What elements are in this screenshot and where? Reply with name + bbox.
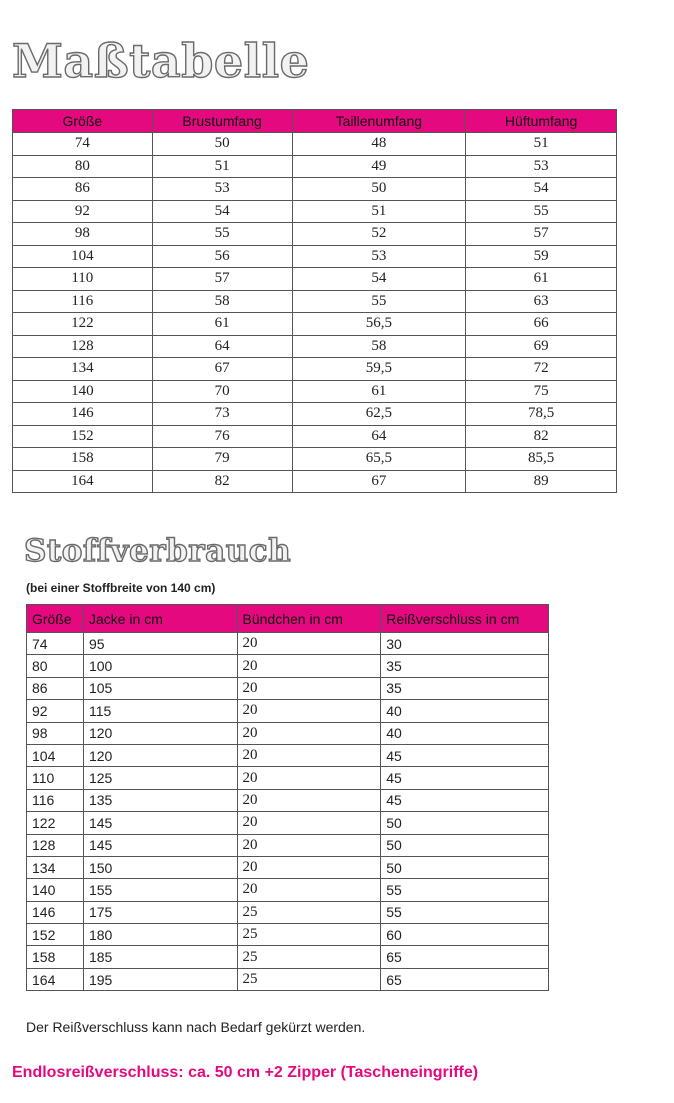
table-row bbox=[27, 633, 549, 655]
table-cell: 75 bbox=[466, 380, 617, 403]
column-header: Brustumfang bbox=[152, 110, 292, 133]
table-cell: 70 bbox=[152, 380, 292, 403]
table-row bbox=[27, 767, 549, 789]
table-cell: 67 bbox=[292, 470, 466, 493]
table-row bbox=[13, 133, 617, 156]
table-cell: 48 bbox=[292, 133, 466, 156]
table-row bbox=[27, 789, 549, 811]
table-cell: 140 bbox=[13, 380, 153, 403]
column-header: Größe bbox=[27, 605, 84, 633]
table-cell: 100 bbox=[83, 655, 237, 677]
table-cell: 135 bbox=[83, 789, 237, 811]
table-cell: 20 bbox=[237, 744, 381, 766]
table-cell: 145 bbox=[83, 834, 237, 856]
table-cell: 55 bbox=[381, 901, 549, 923]
table-row bbox=[27, 812, 549, 834]
table-row bbox=[27, 677, 549, 699]
table-cell: 134 bbox=[27, 856, 84, 878]
table-row bbox=[13, 448, 617, 471]
table-row bbox=[27, 722, 549, 744]
table-cell: 76 bbox=[152, 425, 292, 448]
table-row bbox=[27, 856, 549, 878]
table-cell: 55 bbox=[292, 290, 466, 313]
table-cell: 20 bbox=[237, 722, 381, 744]
table-cell: 56,5 bbox=[292, 313, 466, 336]
size-chart-title: Maßtabelle bbox=[12, 34, 310, 88]
table-cell: 140 bbox=[27, 879, 84, 901]
column-header: Größe bbox=[13, 110, 153, 133]
table-cell: 20 bbox=[237, 677, 381, 699]
table-cell: 20 bbox=[237, 834, 381, 856]
table-cell: 67 bbox=[152, 358, 292, 381]
table-row bbox=[13, 155, 617, 178]
table-cell: 110 bbox=[13, 268, 153, 291]
table-cell: 195 bbox=[83, 968, 237, 990]
table-cell: 25 bbox=[237, 946, 381, 968]
table-cell: 74 bbox=[13, 133, 153, 156]
fabric-width-note: (bei einer Stoffbreite von 140 cm) bbox=[26, 581, 216, 595]
table-cell: 158 bbox=[13, 448, 153, 471]
fabric-usage-title: Stoffverbrauch bbox=[24, 533, 292, 569]
fabric-usage-header-row bbox=[27, 605, 549, 633]
table-cell: 25 bbox=[237, 968, 381, 990]
table-cell: 66 bbox=[466, 313, 617, 336]
table-cell: 20 bbox=[237, 789, 381, 811]
table-cell: 50 bbox=[152, 133, 292, 156]
table-cell: 45 bbox=[381, 789, 549, 811]
table-cell: 86 bbox=[27, 677, 84, 699]
column-header: Bündchen in cm bbox=[237, 605, 381, 633]
table-cell: 58 bbox=[152, 290, 292, 313]
table-cell: 20 bbox=[237, 812, 381, 834]
table-row bbox=[27, 744, 549, 766]
table-cell: 51 bbox=[152, 155, 292, 178]
table-cell: 120 bbox=[83, 744, 237, 766]
table-cell: 53 bbox=[466, 155, 617, 178]
table-cell: 80 bbox=[13, 155, 153, 178]
table-cell: 60 bbox=[381, 924, 549, 946]
table-cell: 61 bbox=[292, 380, 466, 403]
table-cell: 64 bbox=[292, 425, 466, 448]
endless-zipper-note: Endlosreißverschluss: ca. 50 cm +2 Zipper (Tascheneingriffe) bbox=[12, 1064, 479, 1081]
table-cell: 80 bbox=[27, 655, 84, 677]
table-cell: 122 bbox=[13, 313, 153, 336]
table-cell: 98 bbox=[27, 722, 84, 744]
table-row bbox=[13, 470, 617, 493]
table-cell: 50 bbox=[292, 178, 466, 201]
table-cell: 20 bbox=[237, 856, 381, 878]
table-cell: 92 bbox=[13, 200, 153, 223]
table-cell: 58 bbox=[292, 335, 466, 358]
table-cell: 175 bbox=[83, 901, 237, 923]
table-row bbox=[13, 245, 617, 268]
table-row bbox=[27, 834, 549, 856]
table-cell: 20 bbox=[237, 700, 381, 722]
size-chart-body bbox=[13, 133, 617, 493]
table-cell: 116 bbox=[27, 789, 84, 811]
table-row bbox=[13, 335, 617, 358]
table-cell: 61 bbox=[152, 313, 292, 336]
table-cell: 65 bbox=[381, 946, 549, 968]
table-cell: 152 bbox=[27, 924, 84, 946]
table-cell: 104 bbox=[27, 744, 84, 766]
table-cell: 155 bbox=[83, 879, 237, 901]
table-cell: 52 bbox=[292, 223, 466, 246]
table-cell: 61 bbox=[466, 268, 617, 291]
table-cell: 104 bbox=[13, 245, 153, 268]
table-cell: 57 bbox=[466, 223, 617, 246]
table-cell: 49 bbox=[292, 155, 466, 178]
column-header: Hüftumfang bbox=[466, 110, 617, 133]
table-cell: 152 bbox=[13, 425, 153, 448]
table-row bbox=[27, 968, 549, 990]
table-row bbox=[13, 200, 617, 223]
table-cell: 45 bbox=[381, 744, 549, 766]
table-cell: 55 bbox=[152, 223, 292, 246]
table-cell: 82 bbox=[152, 470, 292, 493]
table-cell: 146 bbox=[13, 403, 153, 426]
table-cell: 180 bbox=[83, 924, 237, 946]
table-cell: 59,5 bbox=[292, 358, 466, 381]
table-cell: 110 bbox=[27, 767, 84, 789]
table-cell: 51 bbox=[292, 200, 466, 223]
table-cell: 62,5 bbox=[292, 403, 466, 426]
table-cell: 92 bbox=[27, 700, 84, 722]
table-cell: 30 bbox=[381, 633, 549, 655]
table-cell: 56 bbox=[152, 245, 292, 268]
table-cell: 158 bbox=[27, 946, 84, 968]
zipper-note: Der Reißverschluss kann nach Bedarf gekürzt werden. bbox=[26, 1019, 366, 1035]
table-cell: 54 bbox=[466, 178, 617, 201]
fabric-usage-body bbox=[27, 633, 549, 991]
table-cell: 134 bbox=[13, 358, 153, 381]
table-cell: 164 bbox=[27, 968, 84, 990]
table-cell: 115 bbox=[83, 700, 237, 722]
table-row bbox=[13, 313, 617, 336]
table-cell: 54 bbox=[292, 268, 466, 291]
table-cell: 35 bbox=[381, 655, 549, 677]
table-cell: 164 bbox=[13, 470, 153, 493]
table-cell: 98 bbox=[13, 223, 153, 246]
table-cell: 55 bbox=[466, 200, 617, 223]
table-cell: 150 bbox=[83, 856, 237, 878]
table-row bbox=[13, 358, 617, 381]
fabric-usage-table bbox=[26, 604, 549, 991]
table-cell: 20 bbox=[237, 767, 381, 789]
table-cell: 74 bbox=[27, 633, 84, 655]
table-cell: 53 bbox=[292, 245, 466, 268]
table-row bbox=[13, 380, 617, 403]
table-cell: 54 bbox=[152, 200, 292, 223]
table-cell: 120 bbox=[83, 722, 237, 744]
size-chart-header-row bbox=[13, 110, 617, 133]
table-cell: 128 bbox=[27, 834, 84, 856]
table-row bbox=[13, 268, 617, 291]
column-header: Jacke in cm bbox=[83, 605, 237, 633]
column-header: Reißverschluss in cm bbox=[381, 605, 549, 633]
table-row bbox=[27, 901, 549, 923]
table-row bbox=[13, 290, 617, 313]
table-cell: 78,5 bbox=[466, 403, 617, 426]
table-cell: 59 bbox=[466, 245, 617, 268]
table-row bbox=[27, 946, 549, 968]
table-cell: 69 bbox=[466, 335, 617, 358]
table-cell: 55 bbox=[381, 879, 549, 901]
size-chart-table bbox=[12, 109, 617, 493]
table-cell: 122 bbox=[27, 812, 84, 834]
table-row bbox=[27, 655, 549, 677]
table-cell: 85,5 bbox=[466, 448, 617, 471]
table-cell: 20 bbox=[237, 655, 381, 677]
table-cell: 63 bbox=[466, 290, 617, 313]
table-row bbox=[13, 425, 617, 448]
table-cell: 65 bbox=[381, 968, 549, 990]
table-cell: 20 bbox=[237, 879, 381, 901]
table-cell: 57 bbox=[152, 268, 292, 291]
table-cell: 185 bbox=[83, 946, 237, 968]
table-cell: 40 bbox=[381, 722, 549, 744]
table-cell: 128 bbox=[13, 335, 153, 358]
table-cell: 50 bbox=[381, 812, 549, 834]
table-cell: 79 bbox=[152, 448, 292, 471]
table-cell: 116 bbox=[13, 290, 153, 313]
table-cell: 40 bbox=[381, 700, 549, 722]
table-cell: 45 bbox=[381, 767, 549, 789]
table-cell: 20 bbox=[237, 633, 381, 655]
table-cell: 89 bbox=[466, 470, 617, 493]
column-header: Taillenumfang bbox=[292, 110, 466, 133]
table-row bbox=[27, 879, 549, 901]
table-row bbox=[13, 403, 617, 426]
table-cell: 105 bbox=[83, 677, 237, 699]
table-cell: 51 bbox=[466, 133, 617, 156]
table-cell: 146 bbox=[27, 901, 84, 923]
table-cell: 65,5 bbox=[292, 448, 466, 471]
table-cell: 125 bbox=[83, 767, 237, 789]
table-cell: 50 bbox=[381, 856, 549, 878]
table-cell: 73 bbox=[152, 403, 292, 426]
table-cell: 25 bbox=[237, 924, 381, 946]
table-cell: 72 bbox=[466, 358, 617, 381]
table-row bbox=[13, 223, 617, 246]
table-cell: 145 bbox=[83, 812, 237, 834]
table-cell: 86 bbox=[13, 178, 153, 201]
table-row bbox=[13, 178, 617, 201]
table-cell: 64 bbox=[152, 335, 292, 358]
table-cell: 50 bbox=[381, 834, 549, 856]
table-cell: 35 bbox=[381, 677, 549, 699]
table-cell: 25 bbox=[237, 901, 381, 923]
table-cell: 95 bbox=[83, 633, 237, 655]
table-cell: 53 bbox=[152, 178, 292, 201]
table-row bbox=[27, 700, 549, 722]
table-row bbox=[27, 924, 549, 946]
table-cell: 82 bbox=[466, 425, 617, 448]
